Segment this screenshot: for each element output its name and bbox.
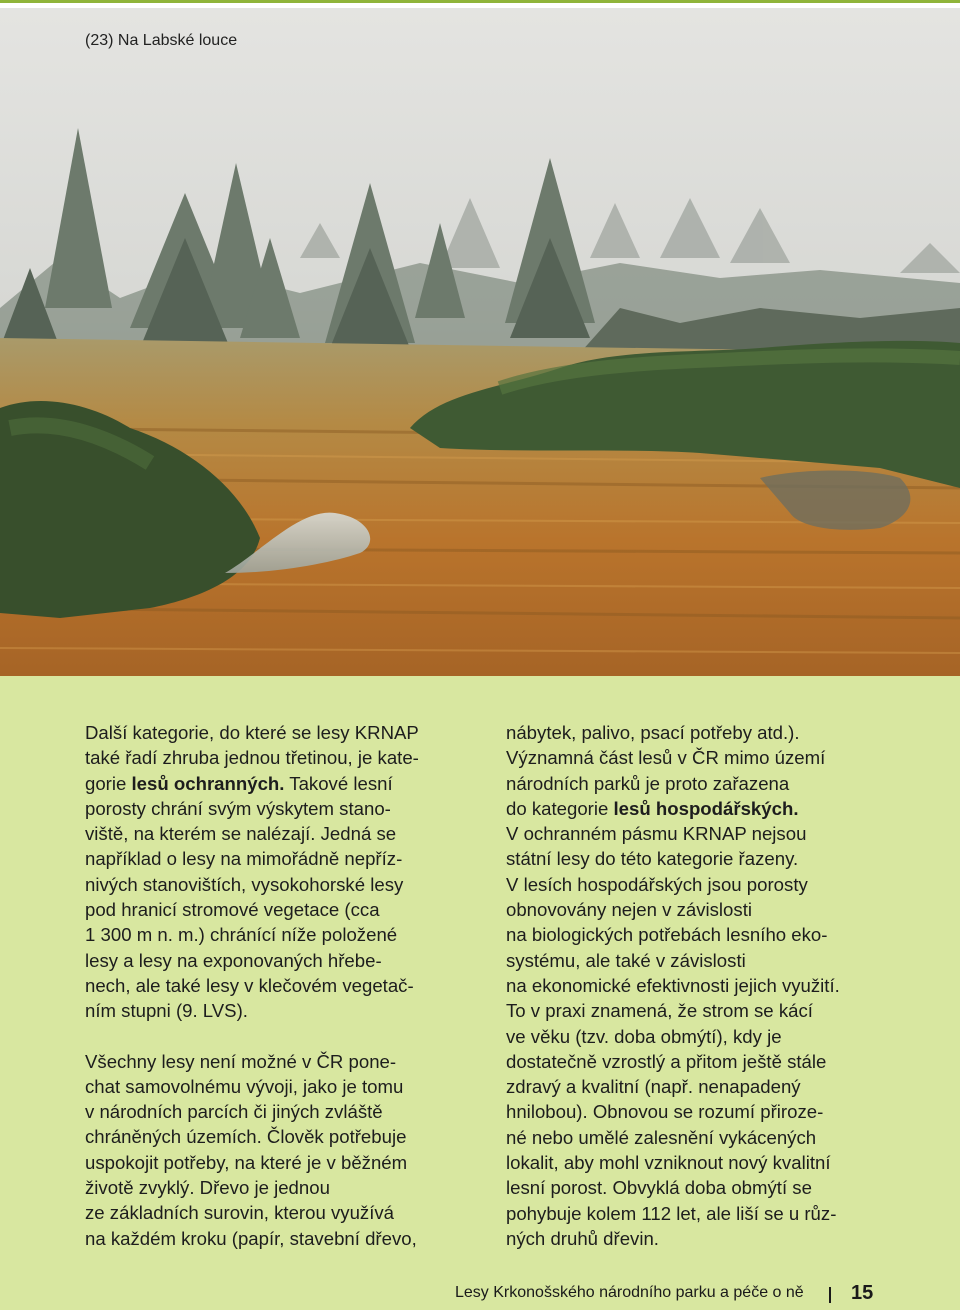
text-line: uspokojit potřeby, na které je v běžném [85, 1151, 408, 1173]
left-column [85, 720, 480, 1251]
right-column [506, 720, 906, 1251]
top-rule [0, 0, 960, 6]
footer-divider [829, 1287, 831, 1303]
text-span: do kategorie [506, 797, 614, 819]
text-line: Další kategorie, do které se lesy KRNAP [85, 722, 419, 743]
text-line: viště, na kterém se nalézají. Jedná se [85, 823, 397, 845]
text-line [85, 771, 480, 796]
landscape-photo [0, 8, 960, 676]
text-line: né nebo umělé zalesnění vykácených [506, 1126, 817, 1148]
text-line: lokalit, aby mohl vzniknout nový kvalitní [506, 1152, 831, 1174]
text-line: Všechny lesy není možné v ČR pone- [85, 1050, 397, 1072]
text-line: nábytek, palivo, psací potřeby atd.). [506, 722, 800, 743]
text-line: V lesích hospodářských jsou porosty [506, 873, 808, 895]
photo-caption: (23) Na Labské louce [85, 32, 238, 49]
page-number: 15 [851, 1282, 874, 1304]
landscape-photo-icon [0, 8, 960, 676]
text-line: také řadí zhruba jednou třetinou, je kate- [85, 747, 419, 769]
text-line: lesní porost. Obvyklá doba obmýtí se [506, 1177, 812, 1199]
text-line: dostatečně vzrostlý a přitom ještě stále [506, 1050, 827, 1072]
text-span: gorie [85, 772, 132, 794]
paragraph-forest-protective [85, 720, 480, 1024]
text-line: nivých stanovištích, vysokohorské lesy [85, 873, 404, 895]
paragraph-forest-usage [85, 1049, 480, 1251]
term-commercial-forests: lesů hospodářských. [613, 797, 799, 819]
text-span: Takové lesní [284, 772, 393, 794]
text-line: porosty chrání svým výskytem stano- [85, 797, 391, 819]
text-line: ných druhů dřevin. [506, 1227, 659, 1249]
text-line: národních parků je proto zařazena [506, 772, 790, 794]
text-line: nech, ale také lesy v klečovém vegetač- [85, 974, 414, 996]
text-line: na ekonomické efektivnosti jejich využití. [506, 974, 840, 996]
text-line: na každém kroku (papír, stavební dřevo, [85, 1227, 417, 1249]
text-line: systému, ale také v závislosti [506, 949, 746, 971]
text-line: na biologických potřebách lesního eko- [506, 924, 828, 946]
text-line: ve věku (tzv. doba obmýtí), kdy je [506, 1025, 782, 1047]
text-line [506, 796, 906, 821]
text-panel [0, 676, 960, 1310]
text-line: chat samovolnému vývoji, jako je tomu [85, 1075, 404, 1097]
text-line: pohybuje kolem 112 let, ale liší se u růz- [506, 1202, 837, 1224]
text-line: v národních parcích či jiných zvláště [85, 1101, 383, 1123]
text-line: životě zvyklý. Dřevo je jednou [85, 1177, 330, 1199]
text-line: Významná část lesů v ČR mimo území [506, 747, 826, 769]
text-line: hnilobou). Obnovou se rozumí přiroze- [506, 1101, 824, 1123]
text-line: obnovovány nejen v závislosti [506, 899, 752, 921]
footer-title: Lesy Krkonošského národního parku a péče o ně [455, 1284, 804, 1301]
text-line: chráněných územích. Člověk potřebuje [85, 1126, 407, 1148]
text-line: pod hranicí stromové vegetace (cca [85, 899, 380, 921]
text-line: To v praxi znamená, že strom se kácí [506, 1000, 813, 1022]
term-protective-forests: lesů ochranných. [131, 772, 285, 794]
text-line: ze základních surovin, kterou využívá [85, 1202, 395, 1224]
text-line: V ochranném pásmu KRNAP nejsou [506, 823, 807, 845]
text-line: lesy a lesy na exponovaných hřebe- [85, 949, 382, 971]
text-line: 1 300 m n. m.) chránící níže položené [85, 924, 398, 946]
text-line: státní lesy do této kategorie řazeny. [506, 848, 799, 870]
text-line: ním stupni (9. LVS). [85, 1000, 248, 1022]
paragraph-forest-commercial [506, 720, 906, 1251]
text-line: zdravý a kvalitní (např. nenapadený [506, 1076, 801, 1098]
text-line: například o lesy na mimořádně nepříz- [85, 848, 403, 870]
